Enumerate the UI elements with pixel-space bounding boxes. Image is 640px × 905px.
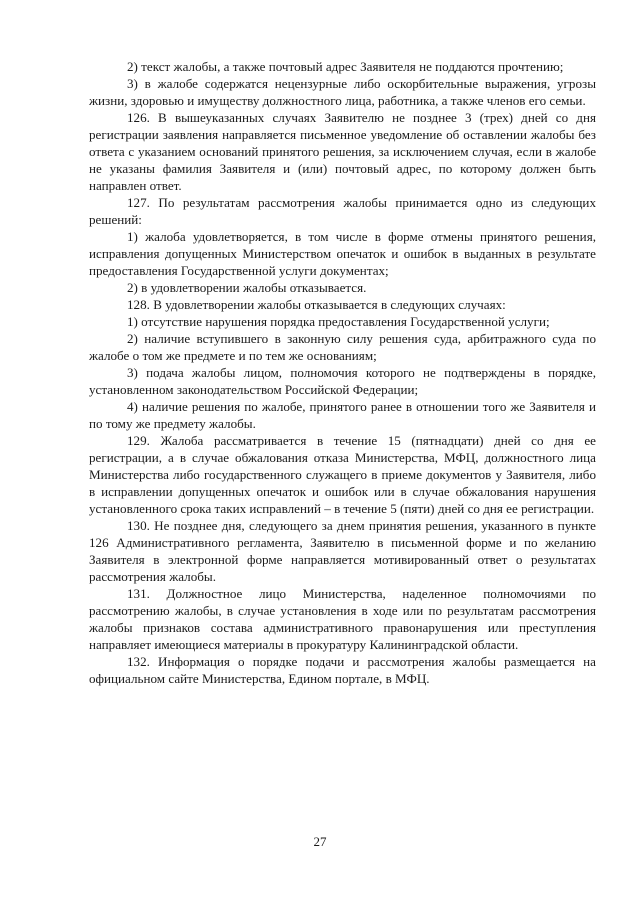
paragraph-127-item-1: 1) жалоба удовлетворяется, в том числе в форме отмены принятого решения, исправления допущенных Министерством опечаток и ошибок в выданных в результате предоставления Государственной услуги документах;	[89, 229, 596, 278]
paragraph-item-2-unreadable: 2) текст жалобы, а также почтовый адрес Заявителя не поддаются прочтению;	[127, 59, 564, 74]
paragraph-126: 126. В вышеуказанных случаях Заявителю не позднее 3 (трех) дней со дня регистрации заявления направляется письменное уведомление об оставлении жалобы без ответа с указанием оснований принятого решения, за исключением случая, если в жалобе не указаны фамилия Заявителя и (или) почтовый адрес, по которому должен быть направлен ответ.	[89, 110, 596, 193]
paragraph-item-3-offensive: 3) в жалобе содержатся нецензурные либо оскорбительные выражения, угрозы жизни, здоровью и имуществу должностного лица, работника, а также членов его семьи.	[89, 76, 596, 108]
paragraph-130: 130. Не позднее дня, следующего за днем принятия решения, указанного в пункте 126 Административного регламента, Заявителю в письменной форме и по желанию Заявителя в электронной форме направляется мотивированный ответ о результатах рассмотрения жалобы.	[89, 518, 596, 584]
paragraph-128-item-2: 2) наличие вступившего в законную силу решения суда, арбитражного суда по жалобе о том же предмете и по тем же основаниям;	[89, 331, 596, 363]
paragraph-128-item-1: 1) отсутствие нарушения порядка предоставления Государственной услуги;	[127, 314, 550, 329]
paragraph-131: 131. Должностное лицо Министерства, наделенное полномочиями по рассмотрению жалобы, в случае установления в ходе или по результатам рассмотрения жалобы признаков состава административного правонарушения или преступления направляет имеющиеся материалы в прокуратуру Калининградской области.	[89, 586, 596, 652]
paragraph-127-item-2: 2) в удовлетворении жалобы отказывается.	[127, 280, 367, 295]
document-body	[89, 58, 596, 687]
paragraph-128-item-3: 3) подача жалобы лицом, полномочия которого не подтверждены в порядке, установленном законодательством Российской Федерации;	[89, 365, 596, 397]
paragraph-128-item-4: 4) наличие решения по жалобе, принятого ранее в отношении того же Заявителя и по тому же предмету жалобы.	[89, 399, 596, 431]
paragraph-129: 129. Жалоба рассматривается в течение 15 (пятнадцати) дней со дня ее регистрации, а в случае обжалования отказа Министерства, МФЦ, должностного лица Министерства либо государственного служащего в приеме документов у Заявителя, либо в исправлении допущенных опечаток и ошибок или в случае обжалования нарушения установленного срока таких исправлений – в течение 5 (пяти) дней со дня ее регистрации.	[89, 433, 596, 516]
page-number: 27	[313, 834, 327, 849]
paragraph-128: 128. В удовлетворении жалобы отказывается в следующих случаях:	[127, 297, 506, 312]
paragraph-127: 127. По результатам рассмотрения жалобы принимается одно из следующих решений:	[89, 195, 596, 227]
paragraph-132: 132. Информация о порядке подачи и рассмотрения жалобы размещается на официальном сайте Министерства, Едином портале, в МФЦ.	[89, 654, 596, 686]
